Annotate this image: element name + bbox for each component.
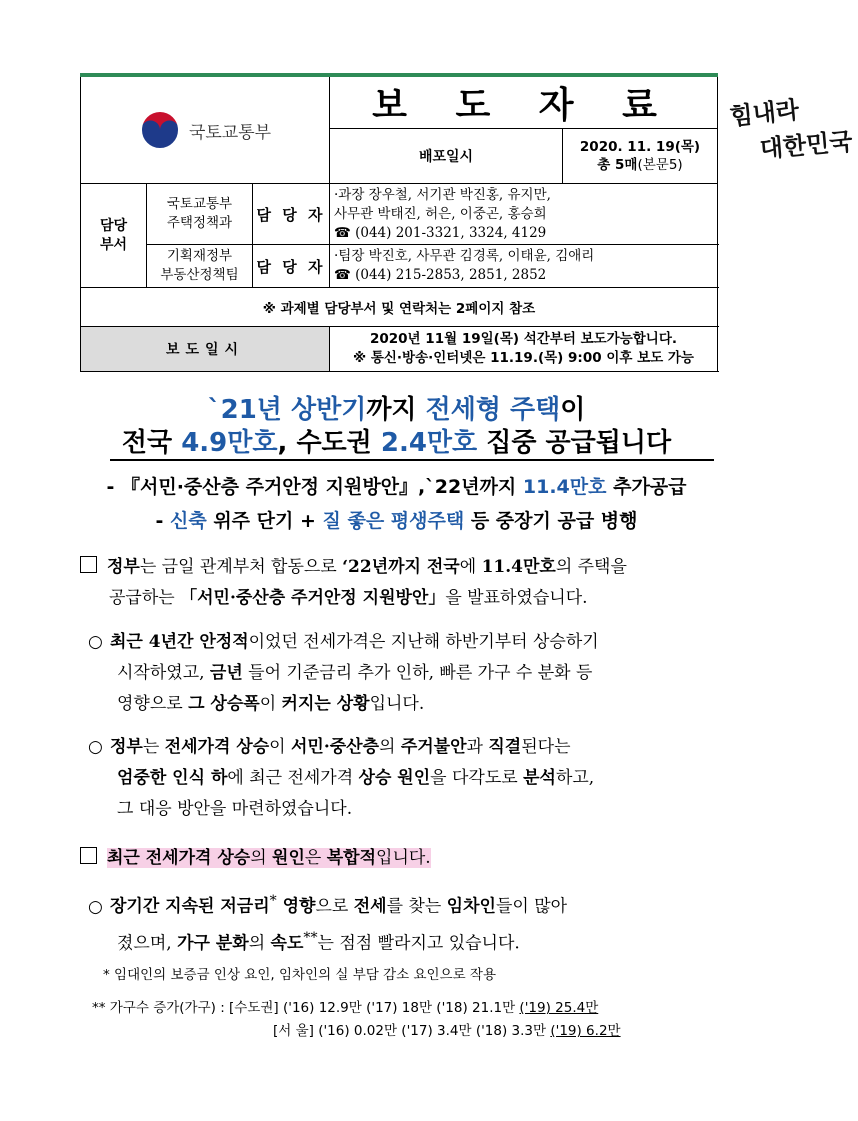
dept2-phone: ☎ (044) 215-2853, 2851, 2852 xyxy=(334,267,547,283)
paragraph-3: ○ 정부는 전세가격 상승이 서민·중산층의 주거불안과 직결된다는 엄중한 인식 하에 최근 전세가격 상승 원인을 다각도로 분석하고, 그 대응 방안을 마련하였습니다. xyxy=(88,732,594,825)
document-title: 보 도 자 료 xyxy=(330,75,718,129)
release-time: 2020년 11월 19일(목) 석간부터 보도가능합니다. ※ 통신·방송·인터넷은 11.19.(목) 9:00 이후 보도 가능 xyxy=(330,327,718,372)
dept2-org: 기획재정부 부동산정책팀 xyxy=(147,245,253,288)
headline-line-2: 전국 4.9만호, 수도권 2.4만호 집중 공급됩니다 xyxy=(121,428,672,458)
slogan-calligraphy xyxy=(718,88,858,168)
dept1-role: 담 당 자 xyxy=(253,184,330,245)
circle-bullet-icon: ○ xyxy=(88,896,103,917)
distribution-date-cell xyxy=(563,129,718,184)
footnote-1: * 임대인의 보증금 인상 요인, 임차인의 실 부담 감소 요인으로 작용 xyxy=(103,967,497,983)
release-time-label: 보도일시 xyxy=(81,327,330,372)
contact-note: ※ 과제별 담당부서 및 연락처는 2페이지 참조 xyxy=(81,288,718,327)
ministry-logo xyxy=(81,109,329,151)
subheadline-2: - 신축 위주 단기 + 질 좋은 평생주택 등 중장기 공급 병행 xyxy=(155,510,638,532)
paragraph-5: ○ 장기간 지속된 저금리* 영향으로 전세를 찾는 임차인들이 많아 졌으며, 가구 분화의 속도**는 점점 빨라지고 있습니다. xyxy=(88,893,568,954)
circle-bullet-icon: ○ xyxy=(88,632,103,652)
distribution-date-label: 배포일시 xyxy=(330,129,563,184)
dept2-role: 담 당 자 xyxy=(253,245,330,288)
taegeuk-emblem-icon xyxy=(139,109,181,151)
paragraph-2: ○ 최근 4년간 안정적이었던 전세가격은 지난해 하반기부터 상승하기 시작하였고, 금년 들어 기준금리 추가 인하, 빠른 가구 수 분화 등 영향으로 그 상승폭이 커지는 상황입니다. xyxy=(88,627,599,720)
dept1-phone: ☎ (044) 201-3321, 3324, 4129 xyxy=(334,224,547,241)
headline-line-1: `21년 상반기까지 전세형 주택이 xyxy=(207,395,586,425)
paragraph-4 xyxy=(80,843,431,874)
press-release-header xyxy=(80,73,854,372)
distribution-date: 2020. 11. 19(목) xyxy=(579,139,701,155)
dept1-org: 국토교통부 주택정책과 xyxy=(147,184,253,245)
checkbox-bullet-icon xyxy=(80,847,97,864)
ministry-logo-cell xyxy=(81,75,330,184)
dept2-contacts: ·팀장 박진호, 사무관 김경록, 이태윤, 김애리 ☎ (044) 215-2853, 2851, 2852 xyxy=(330,245,718,288)
circle-bullet-icon: ○ xyxy=(88,737,103,757)
slogan-line-1: 힘내라 xyxy=(728,94,801,131)
ministry-name: 국토교통부 xyxy=(188,122,272,143)
headline-divider xyxy=(110,459,714,461)
footnote-2: ** 가구수 증가(가구) : [수도권] ('16) 12.9만 ('17) 18만 ('18) 21.1만 ('19) 25.4만 xyxy=(92,1000,599,1016)
checkbox-bullet-icon xyxy=(80,556,97,573)
slogan-line-2: 대한민국 xyxy=(758,126,854,164)
paragraph-1: 정부는 금일 관계부처 합동으로 ‘22년까지 전국에 11.4만호의 주택을 공급하는 「서민·중산층 주거안정 지원방안」을 발표하였습니다. xyxy=(80,552,627,614)
footnote-3: [서 울] ('16) 0.02만 ('17) 3.4만 ('18) 3.3만 ('19) 6.2만 xyxy=(273,1023,621,1039)
page-count: 총 5매(본문5) xyxy=(597,157,683,173)
subheadline-1: - 『서민·중산층 주거안정 지원방안』,`22년까지 11.4만호 추가공급 xyxy=(106,476,687,498)
department-label: 담당 부서 xyxy=(81,184,147,288)
dept1-contacts: ·과장 장우철, 서기관 박진홍, 유지만, 사무관 박태진, 허은, 이중곤, 홍승희 ☎ (044) 201-3321, 3324, 4129 xyxy=(330,184,718,245)
highlighted-heading: 최근 전세가격 상승의 원인은 복합적입니다. xyxy=(107,848,431,868)
